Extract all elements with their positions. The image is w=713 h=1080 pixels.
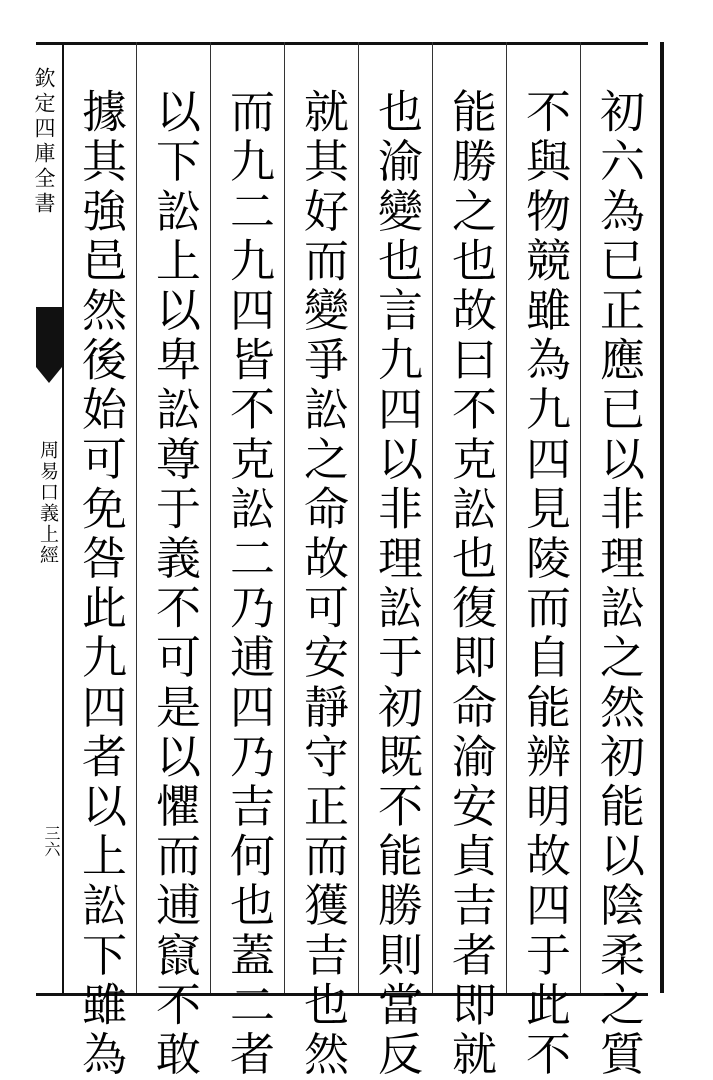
outer-border-right [660, 42, 664, 993]
column-rule [136, 42, 137, 993]
fish-tail-mark [36, 307, 62, 367]
text-column-4: 也渝變也言九四以非理訟于初既不能勝則當反 [370, 88, 423, 1080]
column-rule [432, 42, 433, 993]
margin-column [32, 45, 62, 990]
book-title: 周易口義上經 [37, 440, 59, 566]
text-column-6: 而九二九四皆不克訟二乃逋四乃吉何也蓋二者 [222, 88, 275, 1080]
text-column-3: 能勝之也故曰不克訟也復即命渝安貞吉者即就 [444, 88, 497, 1080]
text-column-5: 就其好而變爭訟之命故可安靜守正而獲吉也然 [296, 88, 349, 1080]
collection-title: 欽定四庫全書 [32, 67, 56, 217]
column-rule [284, 42, 285, 993]
text-column-7: 以下訟上以卑訟尊于義不可是以懼而逋竄不敢 [148, 88, 201, 1080]
page-number: 三六 [42, 825, 61, 857]
column-rule [580, 42, 581, 993]
text-column-1: 初六為已正應已以非理訟之然初能以陰柔之質 [592, 88, 645, 1080]
text-column-2: 不與物競雖為九四見陵而自能辨明故四于此不 [518, 88, 571, 1080]
text-column-8: 據其強邑然後始可免咎此九四者以上訟下雖為 [74, 88, 127, 1080]
column-rule [358, 42, 359, 993]
column-rule [210, 42, 211, 993]
column-rule [506, 42, 507, 993]
